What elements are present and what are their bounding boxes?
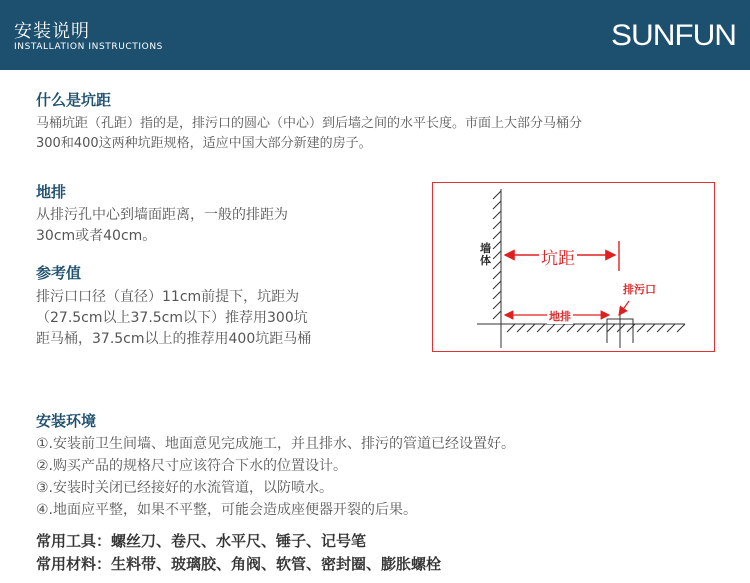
outlet-label: 排污口 <box>623 283 656 296</box>
wall-label: 墙体 <box>480 242 491 267</box>
section-heading-ref: 参考值 <box>36 264 82 282</box>
list-item: ④.地面应平整，如果不平整，可能会造成座便器开裂的后果。 <box>36 502 417 518</box>
tools-materials <box>36 530 441 576</box>
section-heading-env: 安装环境 <box>36 412 97 430</box>
floor-hatching <box>477 324 685 332</box>
ref-line-3: 距马桶，37.5cm以上的推荐用400坑距马桶 <box>36 331 312 347</box>
ref-line-1: 排污口口径（直径）11cm前提下，坑距为 <box>36 289 300 305</box>
pit-label: 坑距 <box>539 244 577 269</box>
list-item: ②.购买产品的规格尺寸应该符合下水的位置设计。 <box>36 458 347 474</box>
section-text-floor <box>36 205 416 247</box>
section-text-ref <box>36 287 426 350</box>
page-header <box>0 0 750 70</box>
ref-line-2: （27.5cm以上37.5cm以下）推荐用300坑 <box>36 310 308 326</box>
brand-logo: SUNFUN <box>611 19 736 52</box>
header-subtitle: INSTALLATION INSTRUCTIONS <box>14 42 163 52</box>
pit-line-1: 马桶坑距（孔距）指的是，排污口的圆心（中心）到后墙之间的水平长度。市面上大部分马桶分 <box>36 116 583 131</box>
list-item: ①.安装前卫生间墙、地面意见完成施工，并且排水、排污的管道已经设置好。 <box>36 436 515 452</box>
header-title: 安装说明 <box>14 21 90 42</box>
list-item: ③.安装时关闭已经接好的水流管道，以防喷水。 <box>36 480 333 496</box>
environment-list <box>36 433 656 521</box>
floor-label: 地排 <box>549 310 571 323</box>
materials-line: 常用材料：生料带、玻璃胶、角阀、软管、密封圈、膨胀螺栓 <box>36 555 442 573</box>
section-text-pit <box>36 114 726 154</box>
pit-distance-diagram <box>432 182 715 352</box>
tools-line: 常用工具：螺丝刀、卷尺、水平尺、锤子、记号笔 <box>36 532 367 550</box>
section-heading-floor: 地排 <box>36 183 67 201</box>
wall-hatching <box>493 189 501 323</box>
pit-line-2: 300和400这两种坑距规格，适应中国大部分新建的房子。 <box>36 136 372 151</box>
outlet-pointer <box>619 301 629 315</box>
floor-line-1: 从排污孔中心到墙面距离，一般的排距为 <box>36 207 288 223</box>
floor-line-2: 30cm或者40cm。 <box>36 228 157 244</box>
section-heading-pit: 什么是坑距 <box>36 91 112 109</box>
